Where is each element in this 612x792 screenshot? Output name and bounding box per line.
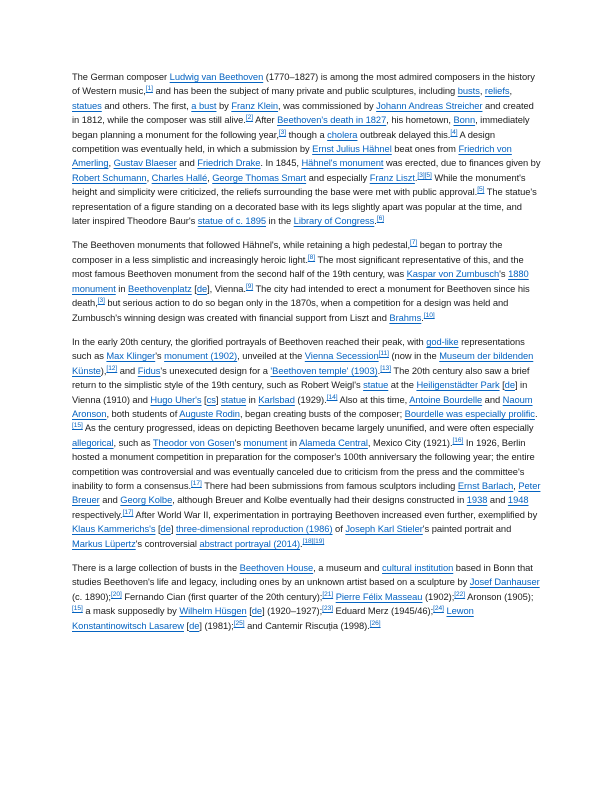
paragraph-3: [72, 335, 541, 551]
text-run: [: [201, 394, 207, 405]
reference-superscript: [322, 605, 333, 612]
text-run: [: [155, 524, 161, 535]
reference-link[interactable]: [13]: [380, 364, 392, 372]
reference-link[interactable]: [16]: [452, 436, 464, 444]
wiki-link[interactable]: a bust: [191, 100, 217, 111]
text-run: The city had intended to erect a monument for Beethoven since his death,: [72, 283, 530, 309]
text-run: outbreak delayed this.: [357, 129, 451, 140]
reference-superscript: [454, 591, 465, 598]
text-run: was erected, due to finances given by: [383, 158, 541, 169]
text-run: representations such as: [72, 336, 525, 362]
reference-superscript: [450, 129, 457, 136]
text-run: 's painted portrait and: [422, 524, 512, 535]
reference-superscript: [417, 172, 424, 179]
text-run: in: [246, 394, 259, 405]
text-run: Also at this time,: [337, 394, 410, 405]
reference-superscript: [308, 254, 315, 261]
text-run: (c. 1890);: [72, 591, 111, 602]
wiki-link[interactable]: Klaus Kammerichs's: [72, 524, 156, 535]
wiki-link[interactable]: allegorical: [72, 437, 114, 448]
text-run: 's: [499, 269, 509, 280]
wiki-link[interactable]: Franz Klein: [231, 100, 279, 111]
text-run: Eduard Merz (1945/46);: [332, 606, 434, 617]
wiki-link[interactable]: Auguste Rodin: [179, 408, 240, 419]
text-run: ] (1920–1927);: [262, 606, 323, 617]
text-run: a mask supposedly by: [82, 606, 180, 617]
reference-superscript: [106, 365, 117, 372]
text-run: and has been the subject of many private and public sculptures, including: [152, 86, 458, 97]
text-run: , such as: [113, 437, 153, 448]
text-run: .: [300, 538, 303, 549]
reference-link[interactable]: [20]: [110, 590, 122, 598]
text-run: ,: [146, 172, 152, 183]
reference-link[interactable]: [22]: [454, 590, 466, 598]
reference-superscript: [322, 591, 333, 598]
text-run: , immediately began planning a monument for the following year,: [72, 115, 530, 140]
wiki-link[interactable]: monument: [243, 437, 288, 448]
wiki-link[interactable]: George Thomas Smart: [212, 172, 307, 183]
text-run: ,: [513, 480, 519, 491]
wiki-link[interactable]: Pierre Félix Masseau: [335, 591, 423, 602]
wiki-link[interactable]: Beethovenplatz: [128, 283, 192, 294]
text-run: ),: [100, 365, 107, 376]
reference-link[interactable]: [12]: [106, 364, 118, 372]
text-run: Aronson (1905);: [465, 591, 534, 602]
wiki-link[interactable]: Karlsbad: [258, 394, 295, 405]
reference-superscript: [424, 311, 435, 318]
wiki-link[interactable]: Georg Kolbe: [120, 495, 173, 506]
wiki-link[interactable]: Friedrich Drake: [197, 158, 261, 169]
reference-link[interactable]: [18]: [302, 537, 314, 545]
reference-superscript: [425, 172, 432, 179]
reference-superscript: [146, 85, 153, 92]
text-run: .: [414, 172, 418, 183]
wiki-link[interactable]: 1938: [466, 495, 488, 506]
wiki-link[interactable]: Vienna Secession: [304, 351, 379, 362]
wiki-link[interactable]: Museum der bildenden Künste: [72, 351, 534, 376]
reference-superscript: [72, 422, 83, 429]
text-run: at the: [388, 380, 417, 391]
text-run: 's controversial: [135, 538, 200, 549]
reference-superscript: [191, 480, 202, 487]
wiki-link[interactable]: busts: [457, 86, 480, 97]
reference-link[interactable]: [25]: [233, 619, 245, 627]
wiki-link[interactable]: Beethoven House: [239, 563, 314, 573]
reference-superscript: [303, 537, 314, 544]
text-run: The most significant representative of this, and the most famous Beethoven monument from the second half of the 19th century, was: [72, 254, 524, 280]
text-run: ] (1981);: [199, 620, 234, 631]
wiki-link[interactable]: de: [189, 620, 200, 631]
text-run: ,: [479, 86, 485, 97]
wiki-link[interactable]: Ernst Julius Hähnel: [312, 144, 392, 155]
text-run: in: [115, 283, 129, 294]
wiki-link[interactable]: Beethoven's death in 1827: [277, 115, 387, 126]
reference-superscript: [370, 620, 381, 627]
text-run: As the century progressed, ideas on depicting Beethoven became largely ununified, and were often especially: [82, 423, 534, 434]
wiki-link[interactable]: Lewon Konstantinowitsch Lasarew: [72, 606, 474, 631]
text-run: [: [246, 606, 252, 617]
wiki-link[interactable]: Bourdelle was especially prolific: [404, 408, 535, 419]
text-run: ,: [207, 172, 213, 183]
text-run: and: [176, 158, 198, 169]
wiki-link[interactable]: statue of c. 1895: [197, 216, 267, 227]
reference-superscript: [379, 350, 389, 357]
text-run: [: [191, 283, 197, 294]
text-run: Fernando Cian (first quarter of the 20th century);: [121, 591, 323, 602]
wiki-link[interactable]: statues: [72, 100, 102, 111]
text-run: After World War II, experimentation in portraying Beethoven increased even further, exemplified by: [133, 509, 538, 520]
wiki-link[interactable]: cultural institution: [382, 563, 454, 573]
text-run: of: [332, 524, 346, 535]
text-run: After: [253, 115, 278, 126]
text-run: , both students of: [106, 408, 180, 419]
text-run: (now in the: [388, 351, 440, 362]
text-run: , was commissioned by: [278, 100, 377, 111]
reference-link[interactable]: [19]: [313, 537, 325, 545]
reference-superscript: [246, 114, 253, 121]
wiki-link[interactable]: statue: [363, 380, 389, 391]
text-run: , unveiled at the: [237, 351, 305, 362]
reference-superscript: [313, 537, 324, 544]
reference-link[interactable]: [3]: [278, 128, 287, 136]
text-run: and: [487, 495, 508, 506]
wiki-link[interactable]: Joseph Karl Stieler: [345, 524, 423, 535]
reference-link[interactable]: [3]: [417, 171, 425, 179]
text-run: ] in Vienna (1910) and: [72, 380, 528, 405]
reference-superscript: [433, 605, 444, 612]
text-run: and: [99, 495, 121, 506]
wiki-link[interactable]: three-dimensional reproduction (1986): [175, 524, 333, 535]
reference-link[interactable]: [14]: [326, 393, 338, 401]
wiki-link[interactable]: monument (1902): [164, 351, 238, 362]
reference-superscript: [111, 591, 122, 598]
text-run: but serious action to do so began only in the 1870s, when a competition for a design was held and Zumbusch's winning design was created with financial support from Liszt and: [72, 298, 509, 323]
text-run: and created in 1812, while the composer was still alive.: [72, 100, 534, 126]
text-run: ,: [509, 86, 513, 97]
text-run: 's: [234, 437, 244, 448]
wiki-link[interactable]: de: [196, 283, 208, 294]
wiki-link[interactable]: Gustav Blaeser: [113, 158, 177, 169]
text-run: .: [421, 312, 424, 323]
wiki-link[interactable]: Kaspar von Zumbusch: [406, 269, 500, 280]
wiki-link[interactable]: Ludwig van Beethoven: [169, 72, 264, 82]
wiki-link[interactable]: Hähnel's monument: [301, 158, 384, 169]
text-run: In the early 20th century, the glorified portrayals of Beethoven reached their peak, with: [72, 336, 427, 347]
reference-link[interactable]: [23]: [322, 605, 333, 613]
text-run: by: [216, 100, 232, 111]
reference-link[interactable]: [26]: [369, 619, 381, 627]
reference-superscript: [380, 365, 391, 372]
wiki-link[interactable]: Charles Hallé: [151, 172, 208, 183]
reference-link[interactable]: [24]: [433, 605, 444, 613]
reference-link[interactable]: [11]: [378, 350, 389, 358]
text-run: based in Bonn that studies Beethoven's life and legacy, including ones by an unknown artist based on a sculpture by: [72, 563, 533, 588]
reference-superscript: [123, 509, 134, 516]
reference-link[interactable]: [21]: [322, 590, 334, 598]
wiki-link[interactable]: god-like: [426, 336, 459, 347]
text-run: , Mexico City (1921).: [367, 437, 453, 448]
text-run: While the monument's height and simplicity were criticized, the reliefs surrounding the base were met with public approval.: [72, 172, 526, 198]
text-run: .: [374, 216, 377, 227]
wiki-link[interactable]: Library of Congress: [293, 216, 375, 227]
text-run: . In 1845,: [260, 158, 302, 169]
wiki-link[interactable]: Brahms: [389, 312, 422, 323]
wiki-link[interactable]: Theodor von Gosen: [152, 437, 235, 448]
reference-superscript: [72, 605, 83, 612]
text-run: .: [534, 408, 538, 419]
wiki-link[interactable]: 1880 monument: [72, 269, 529, 294]
article-text: [72, 70, 541, 643]
paragraph-1: [72, 70, 541, 228]
text-run: and: [482, 394, 503, 405]
text-run: (1929).: [294, 394, 327, 405]
text-run: ], Vienna.: [207, 283, 246, 294]
wiki-link[interactable]: Max Klinger: [106, 351, 156, 362]
reference-link[interactable]: [10]: [423, 311, 435, 319]
reference-link[interactable]: [6]: [376, 214, 384, 222]
text-run: and especially: [306, 172, 370, 183]
text-run: The Beethoven monuments that followed Hähnel's, while retaining a high pedestal,: [72, 240, 411, 251]
text-run: The statue's representation of a figure standing on a decorated base with its legs slightly apart was popular at the time, and later inspired Theodore Baur's: [72, 187, 537, 227]
wiki-link[interactable]: reliefs: [484, 86, 510, 97]
text-run: , a museum and: [313, 563, 383, 573]
text-run: 's: [155, 351, 165, 362]
wiki-link[interactable]: Bonn: [453, 115, 476, 126]
wiki-link[interactable]: 1948: [507, 495, 529, 506]
wiki-link[interactable]: Johann Andreas Streicher: [376, 100, 483, 111]
wiki-link[interactable]: Franz Liszt: [369, 172, 415, 183]
wiki-link[interactable]: Peter Breuer: [72, 480, 541, 506]
reference-superscript: [98, 297, 105, 304]
reference-link[interactable]: [17]: [122, 508, 134, 516]
wiki-link[interactable]: cs: [206, 394, 216, 405]
reference-link[interactable]: [8]: [307, 253, 316, 261]
wiki-link[interactable]: Antoine Bourdelle: [409, 394, 483, 405]
reference-link[interactable]: [1]: [145, 85, 153, 93]
reference-link[interactable]: [4]: [450, 128, 458, 136]
reference-superscript: [377, 215, 384, 222]
text-run: in: [287, 437, 300, 448]
text-run: 's unexecuted design for a: [160, 365, 271, 376]
text-run: ,: [108, 158, 114, 169]
reference-link[interactable]: [3]: [97, 296, 105, 304]
text-run: began to portray the composer in a less simplistic and increasingly heroic light.: [72, 240, 503, 265]
reference-link[interactable]: [17]: [191, 479, 202, 487]
wiki-link[interactable]: Fidus: [137, 365, 161, 376]
text-run: The German composer: [72, 72, 170, 82]
wiki-link[interactable]: Heiligenstädter Park: [416, 380, 500, 391]
text-run: .: [377, 365, 381, 376]
wiki-link[interactable]: Alameda Central: [299, 437, 368, 448]
text-run: The 20th century also saw a brief return to the simplistic style of the 19th century, such as Robert Weigl's: [72, 365, 530, 391]
reference-link[interactable]: [9]: [245, 282, 254, 290]
wiki-link[interactable]: Friedrich von Amerling: [72, 144, 512, 169]
reference-superscript: [234, 620, 245, 627]
text-run: [: [183, 620, 190, 631]
wiki-link[interactable]: cholera: [327, 129, 358, 140]
wiki-link[interactable]: Markus Lüpertz: [72, 538, 136, 549]
text-run: and others. The first,: [101, 100, 192, 111]
wiki-link[interactable]: Robert Schumann: [72, 172, 147, 183]
text-run: and: [117, 365, 138, 376]
text-run: , his hometown,: [386, 115, 454, 126]
wiki-link[interactable]: de: [504, 380, 515, 391]
reference-link[interactable]: [5]: [477, 186, 485, 194]
text-run: (1770–1827) is among the most admired composers in the history of Western music,: [72, 72, 535, 97]
wiki-link[interactable]: 'Beethoven temple' (1903): [270, 365, 378, 376]
wiki-link[interactable]: Hugo Uher's: [150, 394, 202, 405]
wiki-link[interactable]: Naoum Aronson: [72, 394, 533, 419]
text-run: In 1926, Berlin hosted a monument competition in preparation for the composer's 100th anniversary the following year; the entire competition was controversial and was eventually canceled due to criticism from the press and the committee's inability to form a consensus.: [72, 437, 535, 491]
wiki-link[interactable]: abstract portrayal (2014): [199, 538, 301, 549]
text-run: [: [499, 380, 505, 391]
wiki-link[interactable]: de: [160, 524, 171, 535]
reference-superscript: [279, 129, 286, 136]
text-run: A design competition was eventually held, in which a submission by: [72, 129, 495, 155]
text-run: though a: [286, 129, 328, 140]
text-run: in the: [266, 216, 294, 227]
paragraph-2: [72, 238, 541, 324]
reference-link[interactable]: [7]: [410, 239, 418, 247]
wiki-link[interactable]: Wilhelm Hüsgen: [179, 606, 247, 617]
reference-link[interactable]: [15]: [72, 422, 83, 430]
text-run: , although Breuer and Kolbe eventually had their designs constructed in: [172, 495, 467, 506]
reference-link[interactable]: [5]: [424, 171, 432, 179]
wiki-link[interactable]: Josef Danhauser: [469, 577, 540, 588]
reference-link[interactable]: [2]: [245, 114, 254, 122]
wiki-link[interactable]: de: [251, 606, 263, 617]
paragraph-4: [72, 561, 541, 633]
text-run: (1902);: [422, 591, 455, 602]
text-run: ]: [170, 524, 176, 535]
reference-link[interactable]: [15]: [72, 605, 83, 613]
text-run: , began creating busts of the composer;: [239, 408, 405, 419]
reference-superscript: [327, 393, 338, 400]
reference-superscript: [453, 437, 464, 444]
wiki-link[interactable]: statue: [220, 394, 247, 405]
text-run: There had been submissions from famous sculptors including: [201, 480, 458, 491]
text-run: There is a large collection of busts in the: [72, 563, 240, 573]
text-run: ]: [215, 394, 221, 405]
text-run: beat ones from: [391, 144, 459, 155]
text-run: and Cantemir Riscuția (1998).: [244, 620, 370, 631]
wiki-link[interactable]: Ernst Barlach: [457, 480, 514, 491]
text-run: respectively.: [72, 509, 123, 520]
